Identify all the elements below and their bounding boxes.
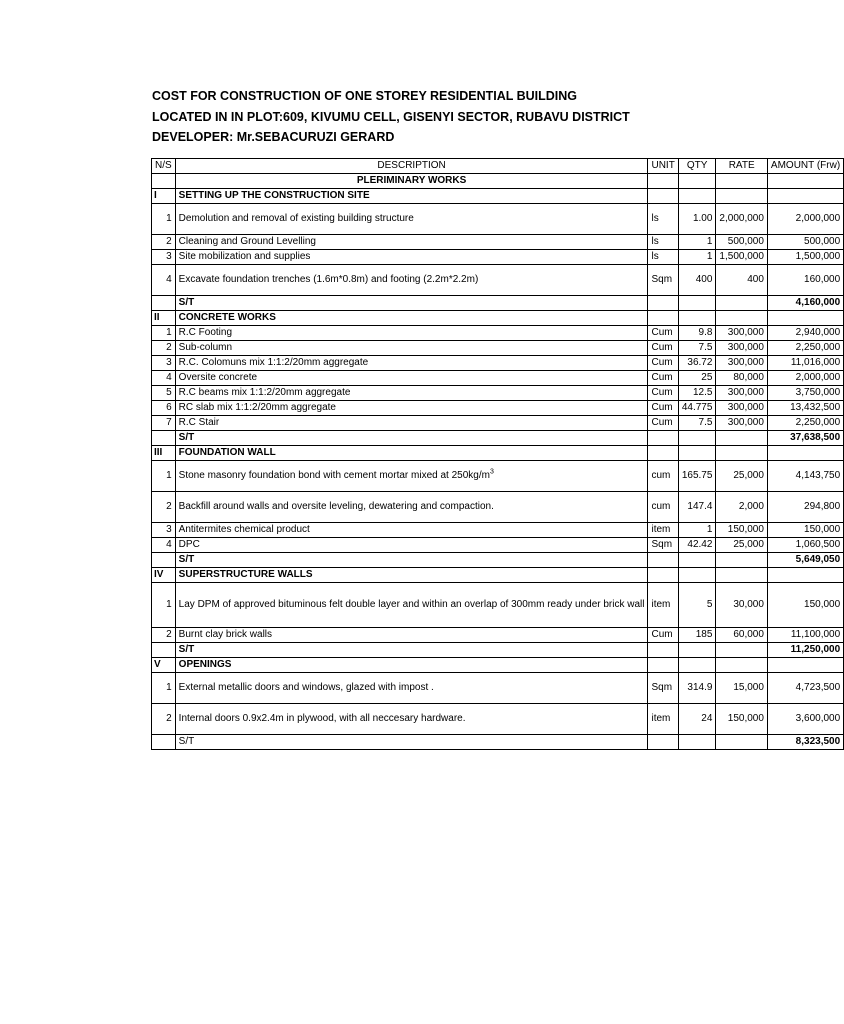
- empty-cell: [678, 446, 716, 461]
- subtotal-amount: 8,323,500: [767, 735, 843, 750]
- empty-cell: [648, 553, 678, 568]
- item-description: [175, 371, 648, 386]
- item-amount: 1,500,000: [767, 250, 843, 265]
- section-number: II: [152, 311, 176, 326]
- table-row: [152, 341, 844, 356]
- subtotal-row: [152, 735, 844, 750]
- item-amount: 11,100,000: [767, 628, 843, 643]
- item-qty: 9.8: [678, 326, 716, 341]
- item-description: [175, 538, 648, 553]
- item-qty: 400: [678, 265, 716, 296]
- item-number: 2: [152, 628, 176, 643]
- item-description-text: DPC: [178, 539, 200, 550]
- table-row: [152, 673, 844, 704]
- item-number: 5: [152, 386, 176, 401]
- item-qty: 1: [678, 523, 716, 538]
- item-description-text: Internal doors 0.9x2.4m in plywood, with all neccesary hardware.: [178, 713, 466, 724]
- item-rate: 400: [716, 265, 768, 296]
- item-description-text: Oversite concrete: [178, 372, 258, 383]
- item-rate: 25,000: [716, 538, 768, 553]
- empty-cell: [678, 311, 716, 326]
- item-description: [175, 250, 648, 265]
- item-number: 2: [152, 235, 176, 250]
- subtotal-amount: 37,638,500: [767, 431, 843, 446]
- item-unit: item: [648, 704, 678, 735]
- item-qty: 147.4: [678, 492, 716, 523]
- item-unit: Sqm: [648, 673, 678, 704]
- empty-cell: [716, 446, 768, 461]
- item-description: [175, 386, 648, 401]
- item-qty: 5: [678, 583, 716, 628]
- item-rate: 300,000: [716, 386, 768, 401]
- item-description: [175, 356, 648, 371]
- table-row: [152, 461, 844, 492]
- subtotal-row: [152, 296, 844, 311]
- item-unit: ls: [648, 204, 678, 235]
- item-description: [175, 523, 648, 538]
- item-description-text: Site mobilization and supplies: [178, 251, 311, 262]
- item-description-text: External metallic doors and windows, glazed with impost .: [178, 682, 434, 693]
- item-rate: 300,000: [716, 416, 768, 431]
- item-amount: 160,000: [767, 265, 843, 296]
- empty-cell: [767, 311, 843, 326]
- table-row: [152, 371, 844, 386]
- empty-cell: [716, 189, 768, 204]
- item-number: 2: [152, 341, 176, 356]
- section-title: CONCRETE WORKS: [175, 311, 648, 326]
- item-number: 6: [152, 401, 176, 416]
- item-amount: 4,723,500: [767, 673, 843, 704]
- item-qty: 42.42: [678, 538, 716, 553]
- preliminary-heading: PLERIMINARY WORKS: [175, 174, 648, 189]
- subtotal-amount: 5,649,050: [767, 553, 843, 568]
- item-unit: Cum: [648, 326, 678, 341]
- item-unit: item: [648, 583, 678, 628]
- item-number: 3: [152, 250, 176, 265]
- item-qty: 7.5: [678, 416, 716, 431]
- item-unit: Cum: [648, 386, 678, 401]
- item-amount: 3,600,000: [767, 704, 843, 735]
- section-heading-row: [152, 658, 844, 673]
- item-description: [175, 235, 648, 250]
- item-amount: 3,750,000: [767, 386, 843, 401]
- item-rate: 15,000: [716, 673, 768, 704]
- item-number: 1: [152, 461, 176, 492]
- item-rate: 150,000: [716, 704, 768, 735]
- item-description-text: R.C Footing: [178, 327, 233, 338]
- empty-cell: [678, 296, 716, 311]
- item-qty: 1.00: [678, 204, 716, 235]
- empty-cell: [152, 431, 176, 446]
- empty-cell: [767, 568, 843, 583]
- item-qty: 185: [678, 628, 716, 643]
- item-amount: 1,060,500: [767, 538, 843, 553]
- table-row: [152, 583, 844, 628]
- item-amount: 13,432,500: [767, 401, 843, 416]
- item-description-text: R.C. Colomuns mix 1:1:2/20mm aggregate: [178, 357, 369, 368]
- item-number: 3: [152, 356, 176, 371]
- item-unit: ls: [648, 235, 678, 250]
- empty-cell: [152, 296, 176, 311]
- empty-cell: [716, 431, 768, 446]
- item-description: [175, 265, 648, 296]
- empty-cell: [767, 658, 843, 673]
- item-description-text: Antitermites chemical product: [178, 524, 310, 535]
- section-heading-row: [152, 446, 844, 461]
- item-amount: 2,940,000: [767, 326, 843, 341]
- item-number: 1: [152, 583, 176, 628]
- item-description-text: Lay DPM of approved bituminous felt double layer and within an overlap of 300mm ready under brick wall: [178, 599, 645, 610]
- empty-cell: [648, 189, 678, 204]
- superscript-exponent: 3: [489, 468, 494, 476]
- item-description: [175, 673, 648, 704]
- item-qty: 36.72: [678, 356, 716, 371]
- empty-cell: [716, 311, 768, 326]
- subtotal-row: [152, 643, 844, 658]
- item-amount: 500,000: [767, 235, 843, 250]
- item-rate: 300,000: [716, 401, 768, 416]
- item-amount: 150,000: [767, 523, 843, 538]
- item-description: [175, 204, 648, 235]
- item-amount: 2,000,000: [767, 204, 843, 235]
- item-qty: 25: [678, 371, 716, 386]
- table-header-row: [152, 159, 844, 174]
- section-number: V: [152, 658, 176, 673]
- empty-cell: [678, 431, 716, 446]
- item-qty: 12.5: [678, 386, 716, 401]
- table-row: [152, 538, 844, 553]
- section-number: IV: [152, 568, 176, 583]
- document-title: COST FOR CONSTRUCTION OF ONE STOREY RESIDENTIAL BUILDING: [152, 89, 578, 103]
- section-heading-row: [152, 189, 844, 204]
- document-header: [152, 86, 630, 148]
- item-unit: Cum: [648, 341, 678, 356]
- item-amount: 2,250,000: [767, 416, 843, 431]
- item-unit: Cum: [648, 371, 678, 386]
- table-row: [152, 204, 844, 235]
- empty-cell: [678, 189, 716, 204]
- section-heading-row: [152, 568, 844, 583]
- empty-cell: [648, 446, 678, 461]
- item-rate: 300,000: [716, 341, 768, 356]
- item-number: 2: [152, 492, 176, 523]
- subtotal-label: S/T: [175, 735, 648, 750]
- empty-cell: [678, 658, 716, 673]
- empty-cell: [678, 643, 716, 658]
- item-description-text: Sub-column: [178, 342, 233, 353]
- col-header-qty: QTY: [678, 159, 716, 174]
- item-number: 2: [152, 704, 176, 735]
- col-header-unit: UNIT: [648, 159, 678, 174]
- empty-cell: [716, 658, 768, 673]
- item-amount: 294,800: [767, 492, 843, 523]
- item-description-text: R.C Stair: [178, 417, 220, 428]
- item-rate: 150,000: [716, 523, 768, 538]
- table-row: [152, 386, 844, 401]
- subtotal-label: S/T: [175, 643, 648, 658]
- item-description-text: Backfill around walls and oversite leveling, dewatering and compaction.: [178, 501, 494, 512]
- item-unit: Cum: [648, 628, 678, 643]
- table-row: [152, 492, 844, 523]
- item-description: [175, 341, 648, 356]
- item-qty: 44.775: [678, 401, 716, 416]
- item-unit: Cum: [648, 356, 678, 371]
- section-title: SUPERSTRUCTURE WALLS: [175, 568, 648, 583]
- bill-of-quantities-table: [151, 158, 844, 750]
- empty-cell: [648, 658, 678, 673]
- item-description: [175, 401, 648, 416]
- empty-cell: [716, 735, 768, 750]
- table-row: [152, 326, 844, 341]
- item-description: [175, 461, 648, 492]
- item-rate: 2,000,000: [716, 204, 768, 235]
- item-rate: 30,000: [716, 583, 768, 628]
- item-amount: 150,000: [767, 583, 843, 628]
- item-description: [175, 492, 648, 523]
- item-qty: 165.75: [678, 461, 716, 492]
- item-number: 7: [152, 416, 176, 431]
- item-rate: 1,500,000: [716, 250, 768, 265]
- empty-cell: [152, 553, 176, 568]
- table-row: [152, 523, 844, 538]
- empty-cell: [716, 643, 768, 658]
- item-number: 1: [152, 204, 176, 235]
- section-number: I: [152, 189, 176, 204]
- item-amount: 11,016,000: [767, 356, 843, 371]
- empty-cell: [648, 568, 678, 583]
- item-qty: 24: [678, 704, 716, 735]
- item-qty: 7.5: [678, 341, 716, 356]
- table-row: [152, 704, 844, 735]
- col-header-description: DESCRIPTION: [175, 159, 648, 174]
- col-header-ns: N/S: [152, 159, 176, 174]
- item-rate: 300,000: [716, 326, 768, 341]
- item-description-text: Cleaning and Ground Levelling: [178, 236, 316, 247]
- subtotal-row: [152, 553, 844, 568]
- table-row: [152, 356, 844, 371]
- subtotal-amount: 4,160,000: [767, 296, 843, 311]
- item-number: 4: [152, 538, 176, 553]
- empty-cell: [767, 446, 843, 461]
- item-description-text: Demolution and removal of existing building structure: [178, 213, 414, 224]
- empty-cell: [767, 189, 843, 204]
- subtotal-label: S/T: [175, 431, 648, 446]
- item-description: [175, 628, 648, 643]
- item-qty: 1: [678, 250, 716, 265]
- subtotal-label: S/T: [175, 553, 648, 568]
- item-amount: 2,000,000: [767, 371, 843, 386]
- col-header-amount: AMOUNT (Frw): [767, 159, 843, 174]
- empty-cell: [648, 311, 678, 326]
- empty-cell: [648, 735, 678, 750]
- table-row: [152, 250, 844, 265]
- item-number: 3: [152, 523, 176, 538]
- item-number: 1: [152, 673, 176, 704]
- table-row: [152, 628, 844, 643]
- item-amount: 4,143,750: [767, 461, 843, 492]
- item-number: 1: [152, 326, 176, 341]
- item-description-text: Burnt clay brick walls: [178, 629, 273, 640]
- subtotal-label: S/T: [175, 296, 648, 311]
- item-number: 4: [152, 371, 176, 386]
- preliminary-heading-row: [152, 174, 844, 189]
- empty-cell: [716, 553, 768, 568]
- item-description-text: R.C beams mix 1:1:2/20mm aggregate: [178, 387, 351, 398]
- item-unit: Sqm: [648, 265, 678, 296]
- item-description: [175, 326, 648, 341]
- table-row: [152, 416, 844, 431]
- section-title: SETTING UP THE CONSTRUCTION SITE: [175, 189, 648, 204]
- empty-cell: [648, 431, 678, 446]
- item-rate: 25,000: [716, 461, 768, 492]
- item-rate: 500,000: [716, 235, 768, 250]
- item-rate: 2,000: [716, 492, 768, 523]
- section-title: FOUNDATION WALL: [175, 446, 648, 461]
- document-location: LOCATED IN IN PLOT:609, KIVUMU CELL, GISENYI SECTOR, RUBAVU DISTRICT: [152, 109, 630, 124]
- item-amount: 2,250,000: [767, 341, 843, 356]
- document-developer: DEVELOPER: Mr.SEBACURUZI GERARD: [152, 130, 395, 144]
- empty-cell: [152, 735, 176, 750]
- empty-cell: [678, 735, 716, 750]
- item-description: [175, 583, 648, 628]
- empty-cell: [716, 296, 768, 311]
- item-unit: Cum: [648, 401, 678, 416]
- table-row: [152, 401, 844, 416]
- empty-cell: [152, 643, 176, 658]
- item-unit: cum: [648, 492, 678, 523]
- section-heading-row: [152, 311, 844, 326]
- item-unit: cum: [648, 461, 678, 492]
- item-rate: 60,000: [716, 628, 768, 643]
- item-description-text: Excavate foundation trenches (1.6m*0.8m) and footing (2.2m*2.2m): [178, 274, 479, 285]
- item-rate: 80,000: [716, 371, 768, 386]
- empty-cell: [716, 568, 768, 583]
- col-header-rate: RATE: [716, 159, 768, 174]
- item-number: 4: [152, 265, 176, 296]
- empty-cell: [648, 296, 678, 311]
- table-row: [152, 235, 844, 250]
- item-unit: item: [648, 523, 678, 538]
- item-rate: 300,000: [716, 356, 768, 371]
- item-unit: Cum: [648, 416, 678, 431]
- item-description: [175, 704, 648, 735]
- empty-cell: [678, 553, 716, 568]
- item-qty: 1: [678, 235, 716, 250]
- item-description-text: Stone masonry foundation bond with cement mortar mixed at 250kg/m: [178, 470, 490, 481]
- subtotal-amount: 11,250,000: [767, 643, 843, 658]
- item-qty: 314.9: [678, 673, 716, 704]
- item-description: [175, 416, 648, 431]
- table-row: [152, 265, 844, 296]
- section-number: III: [152, 446, 176, 461]
- empty-cell: [648, 643, 678, 658]
- item-description-text: RC slab mix 1:1:2/20mm aggregate: [178, 402, 336, 413]
- section-title: OPENINGS: [175, 658, 648, 673]
- item-unit: ls: [648, 250, 678, 265]
- item-unit: Sqm: [648, 538, 678, 553]
- empty-cell: [678, 568, 716, 583]
- subtotal-row: [152, 431, 844, 446]
